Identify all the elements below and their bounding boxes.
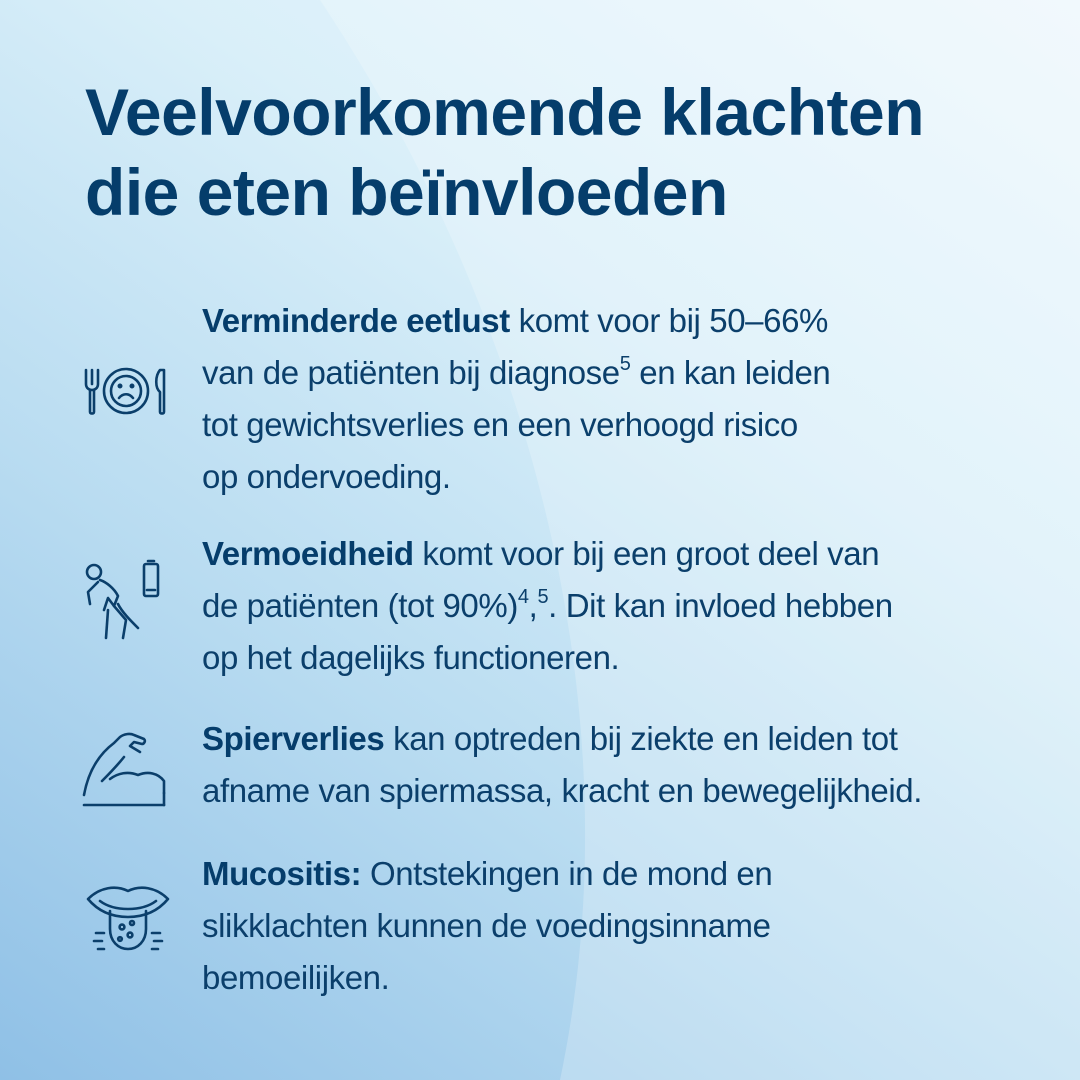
title-line-2: die eten beïnvloeden [85, 155, 728, 229]
fatigue-line-2b: . Dit kan invloed hebben [548, 587, 893, 624]
footnote-separator: , [528, 587, 538, 624]
muscle-loss-text [202, 713, 922, 817]
muscle-loss-line-1: kan optreden bij ziekte en leiden tot [384, 720, 898, 757]
flexed-arm-icon [80, 721, 176, 817]
muscle-loss-heading: Spierverlies [202, 720, 385, 757]
footnote-ref: 4 [517, 586, 529, 608]
fatigue-text [202, 528, 893, 684]
appetite-line-2a: van de patiënten bij diagnose [202, 354, 620, 391]
mucositis-text [202, 848, 772, 1004]
title-line-1: Veelvoorkomende klachten [85, 75, 925, 149]
appetite-line-1: komt voor bij 50–66% [509, 302, 828, 339]
fatigue-line-2a: de patiënten (tot 90%) [202, 587, 518, 624]
page-title [85, 72, 1045, 232]
mucositis-line-3: bemoeilijken. [202, 959, 390, 996]
tired-person-battery-icon [78, 558, 174, 654]
fatigue-line-1: komt voor bij een groot deel van [413, 535, 880, 572]
mucositis-heading: Mucositis: [202, 855, 362, 892]
footnote-ref: 5 [537, 586, 549, 608]
mucositis-line-2: slikklachten kunnen de voedingsinname [202, 907, 771, 944]
footnote-ref: 5 [619, 353, 631, 375]
appetite-text [202, 295, 830, 503]
appetite-line-3: tot gewichtsverlies en een verhoogd risico [202, 406, 798, 443]
appetite-line-4: op ondervoeding. [202, 458, 451, 495]
muscle-loss-line-2: afname van spiermassa, kracht en bewegelijkheid. [202, 772, 923, 809]
appetite-line-2b: en kan leiden [630, 354, 831, 391]
fatigue-line-3: op het dagelijks functioneren. [202, 639, 620, 676]
plate-sad-face-icon [80, 342, 176, 438]
fatigue-heading: Vermoeidheid [202, 535, 414, 572]
mouth-tongue-sores-icon [80, 873, 176, 969]
appetite-heading: Verminderde eetlust [202, 302, 510, 339]
mucositis-line-1: Ontstekingen in de mond en [361, 855, 773, 892]
